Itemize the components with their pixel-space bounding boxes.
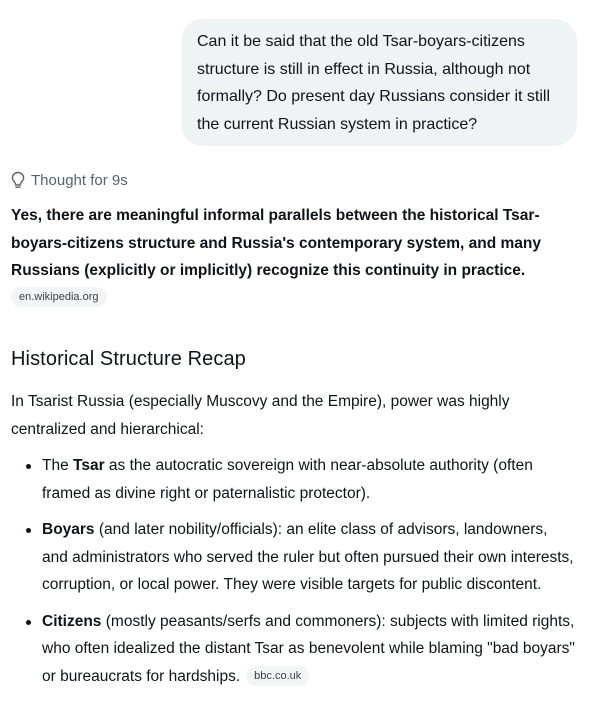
user-message-bubble xyxy=(181,19,577,146)
answer-lead-text: Yes, there are meaningful informal parallels between the historical Tsar-boyars-citizens structure and Russia's contemporary system, and many Russians (explicitly or implicitly) recognize this continuity in practice. xyxy=(11,207,542,279)
thought-toggle[interactable] xyxy=(10,169,128,191)
list-item xyxy=(11,608,576,691)
bullet-text: (and later nobility/officials): an elite class of advisors, landowners, and administrators who served the ruler but often pursued their own interests, corruption, or local power. They were visible targets for public discontent. xyxy=(42,521,574,593)
list-item xyxy=(11,516,576,599)
source-chip-wikipedia[interactable]: en.wikipedia.org xyxy=(11,287,107,307)
bullet-term: Tsar xyxy=(73,457,105,474)
bullet-list xyxy=(11,452,576,690)
bullet-term: Boyars xyxy=(42,521,95,538)
user-message-text: Can it be said that the old Tsar-boyars-citizens structure is still in effect in Russia, although not formally? Do present day Russians consider it still the current Russian system in practice? xyxy=(197,33,551,133)
bullet-text: as the autocratic sovereign with near-absolute authority (often framed as divine right or paternalistic protector). xyxy=(42,457,533,502)
section-title: Historical Structure Recap xyxy=(11,348,246,370)
thought-label: Thought for 9s xyxy=(31,171,128,189)
bullet-dot xyxy=(26,528,31,533)
assistant-answer xyxy=(11,202,576,685)
bullet-dot xyxy=(26,620,31,625)
source-chip-bbc[interactable]: bbc.co.uk xyxy=(246,666,309,686)
section-intro: In Tsarist Russia (especially Muscovy and the Empire), power was highly centralized and hierarchical: xyxy=(11,393,510,438)
bullet-term: Citizens xyxy=(42,612,102,630)
lightbulb-icon xyxy=(10,171,26,189)
bullet-prefix: The xyxy=(42,457,74,474)
bullet-dot xyxy=(26,464,31,469)
bullet-text: (mostly peasants/serfs and commoners): subjects with limited rights, who often idealized the distant Tsar as benevolent while blaming "bad boyars" or bureaucrats for hardships. xyxy=(42,612,575,685)
list-item xyxy=(11,452,576,507)
answer-lead xyxy=(11,202,576,285)
